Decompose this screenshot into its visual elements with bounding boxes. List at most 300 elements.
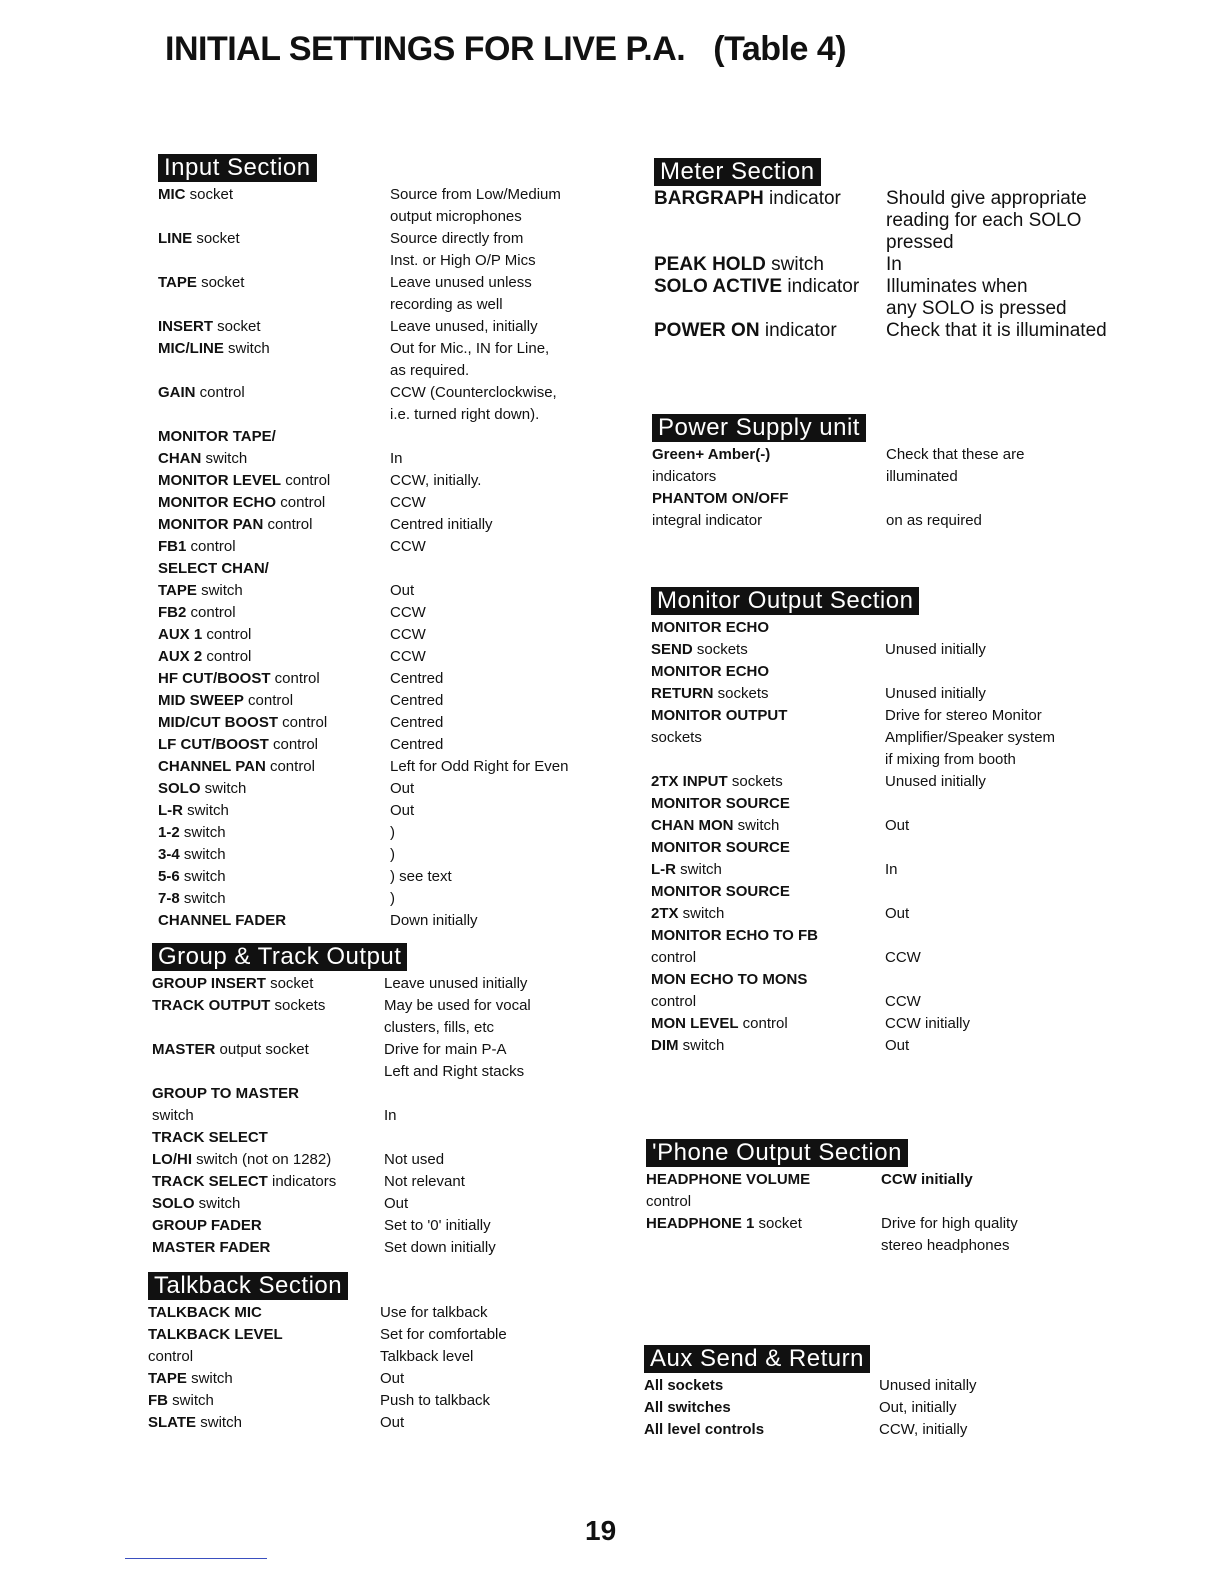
setting-label (152, 1105, 194, 1127)
table-row (158, 228, 524, 250)
control-type: sockets (713, 685, 769, 702)
setting-value: Illuminates when (886, 276, 1028, 297)
setting-label (148, 1390, 214, 1412)
setting-label (158, 800, 229, 822)
control-type: switch (179, 824, 226, 841)
control-type: sockets (651, 729, 702, 746)
control-name: CHAN (158, 450, 202, 467)
control-name: SOLO (158, 780, 201, 797)
control-name: All switches (644, 1399, 731, 1416)
setting-value: Set to '0' initially (384, 1217, 491, 1234)
table-row (651, 903, 919, 925)
table-row (158, 338, 550, 360)
control-type: control (268, 736, 319, 753)
monitor-output-section (651, 587, 1056, 1057)
setting-value: Check that these are (886, 446, 1025, 463)
control-name: L-R (158, 802, 183, 819)
setting-value: CCW (390, 626, 426, 643)
control-name: Green+ Amber(-) (652, 446, 771, 463)
setting-label (651, 947, 696, 969)
table-row (152, 1083, 407, 1105)
table-row (654, 298, 1067, 320)
setting-value: Unused initally (879, 1377, 977, 1394)
setting-label (651, 727, 702, 749)
control-type: control (651, 949, 697, 966)
setting-label (644, 1375, 723, 1397)
control-name: MONITOR SOURCE (651, 795, 790, 812)
table-row (654, 320, 1107, 342)
table-row (148, 1412, 405, 1434)
setting-value: Out (885, 817, 910, 834)
control-name: TRACK OUTPUT (152, 997, 271, 1014)
table-row (651, 859, 919, 881)
table-row (148, 1302, 488, 1324)
control-type: switch (196, 582, 243, 599)
setting-label (644, 1419, 764, 1441)
table-row (651, 1013, 971, 1035)
table-row (651, 815, 919, 837)
setting-value: Out (380, 1370, 405, 1387)
setting-value: May be used for vocal (384, 997, 531, 1014)
table-row (158, 888, 395, 910)
control-name: LF CUT/BOOST (158, 736, 269, 753)
setting-label (646, 1213, 802, 1235)
table-row (651, 639, 986, 661)
control-name: FB2 (158, 604, 187, 621)
control-name: TALKBACK LEVEL (148, 1326, 283, 1343)
control-name: AUX 2 (158, 648, 203, 665)
control-type: indicators (652, 468, 717, 485)
setting-value: Set down initially (384, 1239, 496, 1256)
control-name: FB (148, 1392, 168, 1409)
control-type: control (646, 1193, 692, 1210)
setting-label (158, 338, 270, 360)
setting-label (158, 668, 320, 690)
control-type: switch (196, 1414, 242, 1431)
control-type: sockets (270, 997, 326, 1014)
table-row (646, 1169, 973, 1191)
setting-value: CCW (390, 604, 426, 621)
setting-value: Out (885, 1037, 910, 1054)
table-row (152, 1171, 465, 1193)
control-type: control (738, 1015, 788, 1032)
table-row (654, 254, 902, 276)
control-type: switch (152, 1107, 194, 1124)
setting-label (152, 995, 325, 1017)
setting-label (148, 1324, 283, 1346)
setting-label (158, 228, 240, 250)
setting-value: Left and Right stacks (384, 1063, 525, 1080)
setting-label (152, 1149, 331, 1171)
setting-value: CCW, initially (879, 1421, 968, 1438)
setting-label (158, 734, 318, 756)
table-row (651, 793, 919, 815)
setting-value: Centred (390, 670, 444, 687)
setting-label (652, 466, 716, 488)
table-row (148, 1324, 507, 1346)
control-name: MONITOR SOURCE (651, 839, 790, 856)
table-row (158, 602, 426, 624)
table-row (158, 316, 538, 338)
table-row (152, 1039, 507, 1061)
table-row (158, 448, 403, 470)
control-type: switch (183, 802, 229, 819)
group-track-output-section (152, 943, 531, 1259)
setting-label (158, 866, 226, 888)
setting-value: Left for Odd Right for Even (390, 758, 569, 775)
setting-value: CCW (390, 538, 426, 555)
control-name: INSERT (158, 318, 214, 335)
table-row (158, 558, 317, 580)
control-type: switch (733, 817, 780, 834)
setting-label (158, 184, 233, 206)
setting-value: ) (390, 846, 395, 863)
setting-value: Push to talkback (380, 1392, 491, 1409)
table-row (651, 881, 919, 903)
control-type: output socket (215, 1041, 309, 1058)
table-row (152, 973, 528, 995)
setting-label (158, 624, 251, 646)
table-row (651, 947, 919, 969)
setting-value: Centred (390, 692, 444, 709)
setting-value: on as required (886, 512, 982, 529)
control-name: All sockets (644, 1377, 724, 1394)
setting-label (152, 1127, 268, 1149)
table-row (651, 969, 919, 991)
control-type: switch (223, 340, 270, 357)
setting-label (158, 272, 244, 294)
setting-value: Inst. or High O/P Mics (390, 252, 536, 269)
table-row (158, 624, 426, 646)
table-row (644, 1419, 968, 1441)
setting-value: Out (885, 905, 910, 922)
setting-value: as required. (390, 362, 470, 379)
control-type: switch (678, 1037, 725, 1054)
table-row (158, 536, 426, 558)
table-row (654, 188, 1087, 210)
control-name: TRACK SELECT (152, 1129, 268, 1146)
control-name: MONITOR ECHO (651, 663, 770, 680)
table-row (158, 250, 536, 272)
setting-value: ) (390, 890, 395, 907)
control-type: control (195, 384, 245, 401)
setting-label (651, 881, 790, 903)
control-type: indicators (267, 1173, 337, 1190)
setting-value: Leave unused initially (384, 975, 528, 992)
control-type: switch (201, 450, 248, 467)
setting-value: Drive for main P-A (384, 1041, 507, 1058)
table-row (148, 1390, 491, 1412)
table-row (158, 206, 522, 228)
setting-label (152, 1039, 309, 1061)
setting-value: ) (390, 824, 395, 841)
table-row (152, 1061, 525, 1083)
setting-value: Not relevant (384, 1173, 465, 1190)
setting-label (654, 320, 837, 342)
control-type: sockets (727, 773, 783, 790)
control-name: SOLO (152, 1195, 195, 1212)
setting-label (158, 712, 327, 734)
control-name: POWER ON (654, 320, 760, 341)
control-type: switch (676, 861, 722, 878)
setting-value: Down initially (390, 912, 478, 929)
table-row (158, 866, 452, 888)
setting-label (152, 1171, 336, 1193)
control-type: switch (186, 1370, 233, 1387)
control-type: control (265, 758, 315, 775)
setting-label (158, 910, 286, 932)
setting-label (652, 488, 788, 510)
setting-label (158, 602, 236, 624)
table-row (158, 360, 470, 382)
setting-label (652, 510, 762, 532)
setting-label (651, 969, 807, 991)
power-supply-header: Power Supply unit (652, 414, 866, 442)
setting-value: Source directly from (390, 230, 524, 247)
setting-value: Leave unused unless (390, 274, 532, 291)
table-row (654, 276, 1028, 298)
setting-value: CCW (Counterclockwise, (390, 384, 557, 401)
table-row (651, 705, 1042, 727)
setting-value: Amplifier/Speaker system (885, 729, 1056, 746)
title-main: INITIAL SETTINGS FOR LIVE P.A. (165, 30, 686, 68)
setting-label (646, 1169, 810, 1191)
setting-label (652, 444, 770, 466)
control-type: socket (265, 975, 314, 992)
control-type: control (148, 1348, 194, 1365)
setting-value: Centred initially (390, 516, 493, 533)
table-row (158, 426, 317, 448)
table-row (158, 492, 426, 514)
table-row (158, 822, 395, 844)
setting-label (158, 646, 251, 668)
table-row (152, 1193, 407, 1215)
setting-label (651, 1035, 724, 1057)
setting-label (152, 973, 313, 995)
setting-value: CCW initially (885, 1015, 971, 1032)
control-name: DIM (651, 1037, 679, 1054)
control-type: socket (185, 186, 234, 203)
page-number: 19 (585, 1515, 617, 1546)
setting-value: any SOLO is pressed (886, 298, 1067, 319)
control-type: control (186, 604, 236, 621)
power-supply-section (652, 414, 1025, 532)
control-name: GROUP FADER (152, 1217, 262, 1234)
control-name: CHANNEL FADER (158, 912, 287, 929)
setting-value: Check that it is illuminated (886, 320, 1107, 341)
setting-value: CCW initially (881, 1171, 973, 1188)
table-row (646, 1191, 908, 1213)
setting-label (651, 991, 696, 1013)
table-row (646, 1213, 1018, 1235)
setting-value: Out, initially (879, 1399, 957, 1416)
setting-label (148, 1368, 233, 1390)
control-name: GROUP INSERT (152, 975, 266, 992)
setting-value: Set for comfortable (380, 1326, 507, 1343)
table-row (654, 232, 954, 254)
table-row (651, 661, 919, 683)
setting-label (646, 1191, 691, 1213)
table-row (152, 1127, 407, 1149)
control-type: socket (196, 274, 245, 291)
input-section-header: Input Section (158, 154, 317, 182)
table-row (158, 668, 444, 690)
table-row (646, 1235, 1010, 1257)
control-type: switch (179, 868, 226, 885)
setting-value: In (390, 450, 403, 467)
table-row (158, 404, 540, 426)
setting-label (158, 316, 261, 338)
input-section (158, 154, 569, 932)
table-row (152, 1237, 496, 1259)
setting-label (651, 793, 790, 815)
control-name: HF CUT/BOOST (158, 670, 271, 687)
control-name: L-R (651, 861, 676, 878)
control-name: MID SWEEP (158, 692, 244, 709)
control-type: switch (194, 1195, 241, 1212)
setting-label (152, 1083, 299, 1105)
setting-label (148, 1302, 262, 1324)
setting-value: Unused initially (885, 773, 986, 790)
control-type: socket (213, 318, 261, 335)
setting-label (651, 859, 722, 881)
control-name: LO/HI (152, 1151, 192, 1168)
table-row (651, 617, 919, 639)
setting-value: i.e. turned right down). (390, 406, 540, 423)
control-type: sockets (692, 641, 748, 658)
control-type: control (281, 472, 331, 489)
setting-label (651, 903, 724, 925)
setting-label (654, 254, 824, 276)
setting-value: ) see text (390, 868, 452, 885)
table-row (148, 1346, 474, 1368)
setting-value: Drive for high quality (881, 1215, 1018, 1232)
control-name: FB1 (158, 538, 187, 555)
table-row (644, 1375, 977, 1397)
setting-label (651, 617, 769, 639)
table-row (158, 294, 503, 316)
table-row (652, 510, 982, 532)
setting-value: Out for Mic., IN for Line, (390, 340, 550, 357)
control-name: GAIN (158, 384, 196, 401)
control-name: All level controls (644, 1421, 765, 1438)
setting-label (651, 837, 790, 859)
control-name: TAPE (148, 1370, 187, 1387)
talkback-section (148, 1272, 507, 1434)
setting-value: CCW (390, 648, 426, 665)
control-type: indicator (782, 276, 860, 297)
table-row (152, 1215, 491, 1237)
control-name: MID/CUT BOOST (158, 714, 278, 731)
setting-label (158, 382, 245, 404)
setting-value: Source from Low/Medium (390, 186, 561, 203)
control-name: GROUP TO MASTER (152, 1085, 299, 1102)
setting-label (644, 1397, 731, 1419)
control-type: integral indicator (652, 512, 763, 529)
table-row (158, 382, 557, 404)
setting-label (651, 815, 779, 837)
setting-label (651, 925, 818, 947)
control-name: MONITOR ECHO (158, 494, 277, 511)
phone-output-header: 'Phone Output Section (646, 1139, 908, 1167)
setting-value: Centred (390, 736, 444, 753)
control-name: TAPE (158, 274, 197, 291)
control-name: MASTER (152, 1041, 216, 1058)
table-row (158, 184, 561, 206)
table-row (158, 734, 444, 756)
control-name: MONITOR PAN (158, 516, 264, 533)
control-type: switch (678, 905, 725, 922)
table-row (158, 778, 415, 800)
table-row (651, 683, 986, 705)
setting-value: if mixing from booth (885, 751, 1016, 768)
control-name: SELECT CHAN/ (158, 560, 269, 577)
control-name: MON ECHO TO MONS (651, 971, 808, 988)
table-row (651, 727, 1056, 749)
table-row (152, 1105, 407, 1127)
control-name: CHANNEL PAN (158, 758, 266, 775)
control-name: MONITOR ECHO TO FB (651, 927, 818, 944)
control-type: control (263, 516, 313, 533)
control-type: control (186, 538, 236, 555)
setting-label (158, 448, 247, 470)
setting-label (158, 888, 226, 910)
control-type: control (278, 714, 328, 731)
control-name: SLATE (148, 1414, 197, 1431)
table-row (158, 756, 569, 778)
setting-value: In (384, 1107, 397, 1124)
setting-label (158, 844, 226, 866)
table-row (152, 995, 531, 1017)
table-row (148, 1368, 405, 1390)
table-row (158, 470, 482, 492)
meter-section-header: Meter Section (654, 158, 821, 186)
control-name: MIC (158, 186, 186, 203)
setting-value: Talkback level (380, 1348, 474, 1365)
control-type: switch (179, 846, 226, 863)
control-type: switch (765, 254, 824, 275)
meter-section (654, 158, 1107, 342)
table-row (651, 925, 919, 947)
setting-label (654, 188, 841, 210)
setting-label (158, 470, 330, 492)
setting-label (158, 492, 325, 514)
control-name: PHANTOM ON/OFF (652, 490, 789, 507)
table-row (158, 646, 426, 668)
control-name: TAPE (158, 582, 197, 599)
table-row (158, 514, 493, 536)
control-type: control (202, 648, 252, 665)
setting-value: Not used (384, 1151, 445, 1168)
control-name: 5-6 (158, 868, 180, 885)
control-type: control (276, 494, 326, 511)
table-row (158, 910, 478, 932)
setting-label (654, 276, 859, 298)
control-name: RETURN (651, 685, 714, 702)
control-name: MIC/LINE (158, 340, 224, 357)
setting-label (651, 705, 787, 727)
control-type: switch (168, 1392, 214, 1409)
setting-label (148, 1346, 193, 1368)
control-name: TRACK SELECT (152, 1173, 268, 1190)
table-row (654, 210, 1082, 232)
table-row (644, 1397, 957, 1419)
setting-value: CCW (885, 949, 921, 966)
setting-value: reading for each SOLO (886, 210, 1082, 231)
setting-value: Out (390, 582, 415, 599)
control-type: switch (not on 1282) (192, 1151, 332, 1168)
control-name: TALKBACK MIC (148, 1304, 262, 1321)
